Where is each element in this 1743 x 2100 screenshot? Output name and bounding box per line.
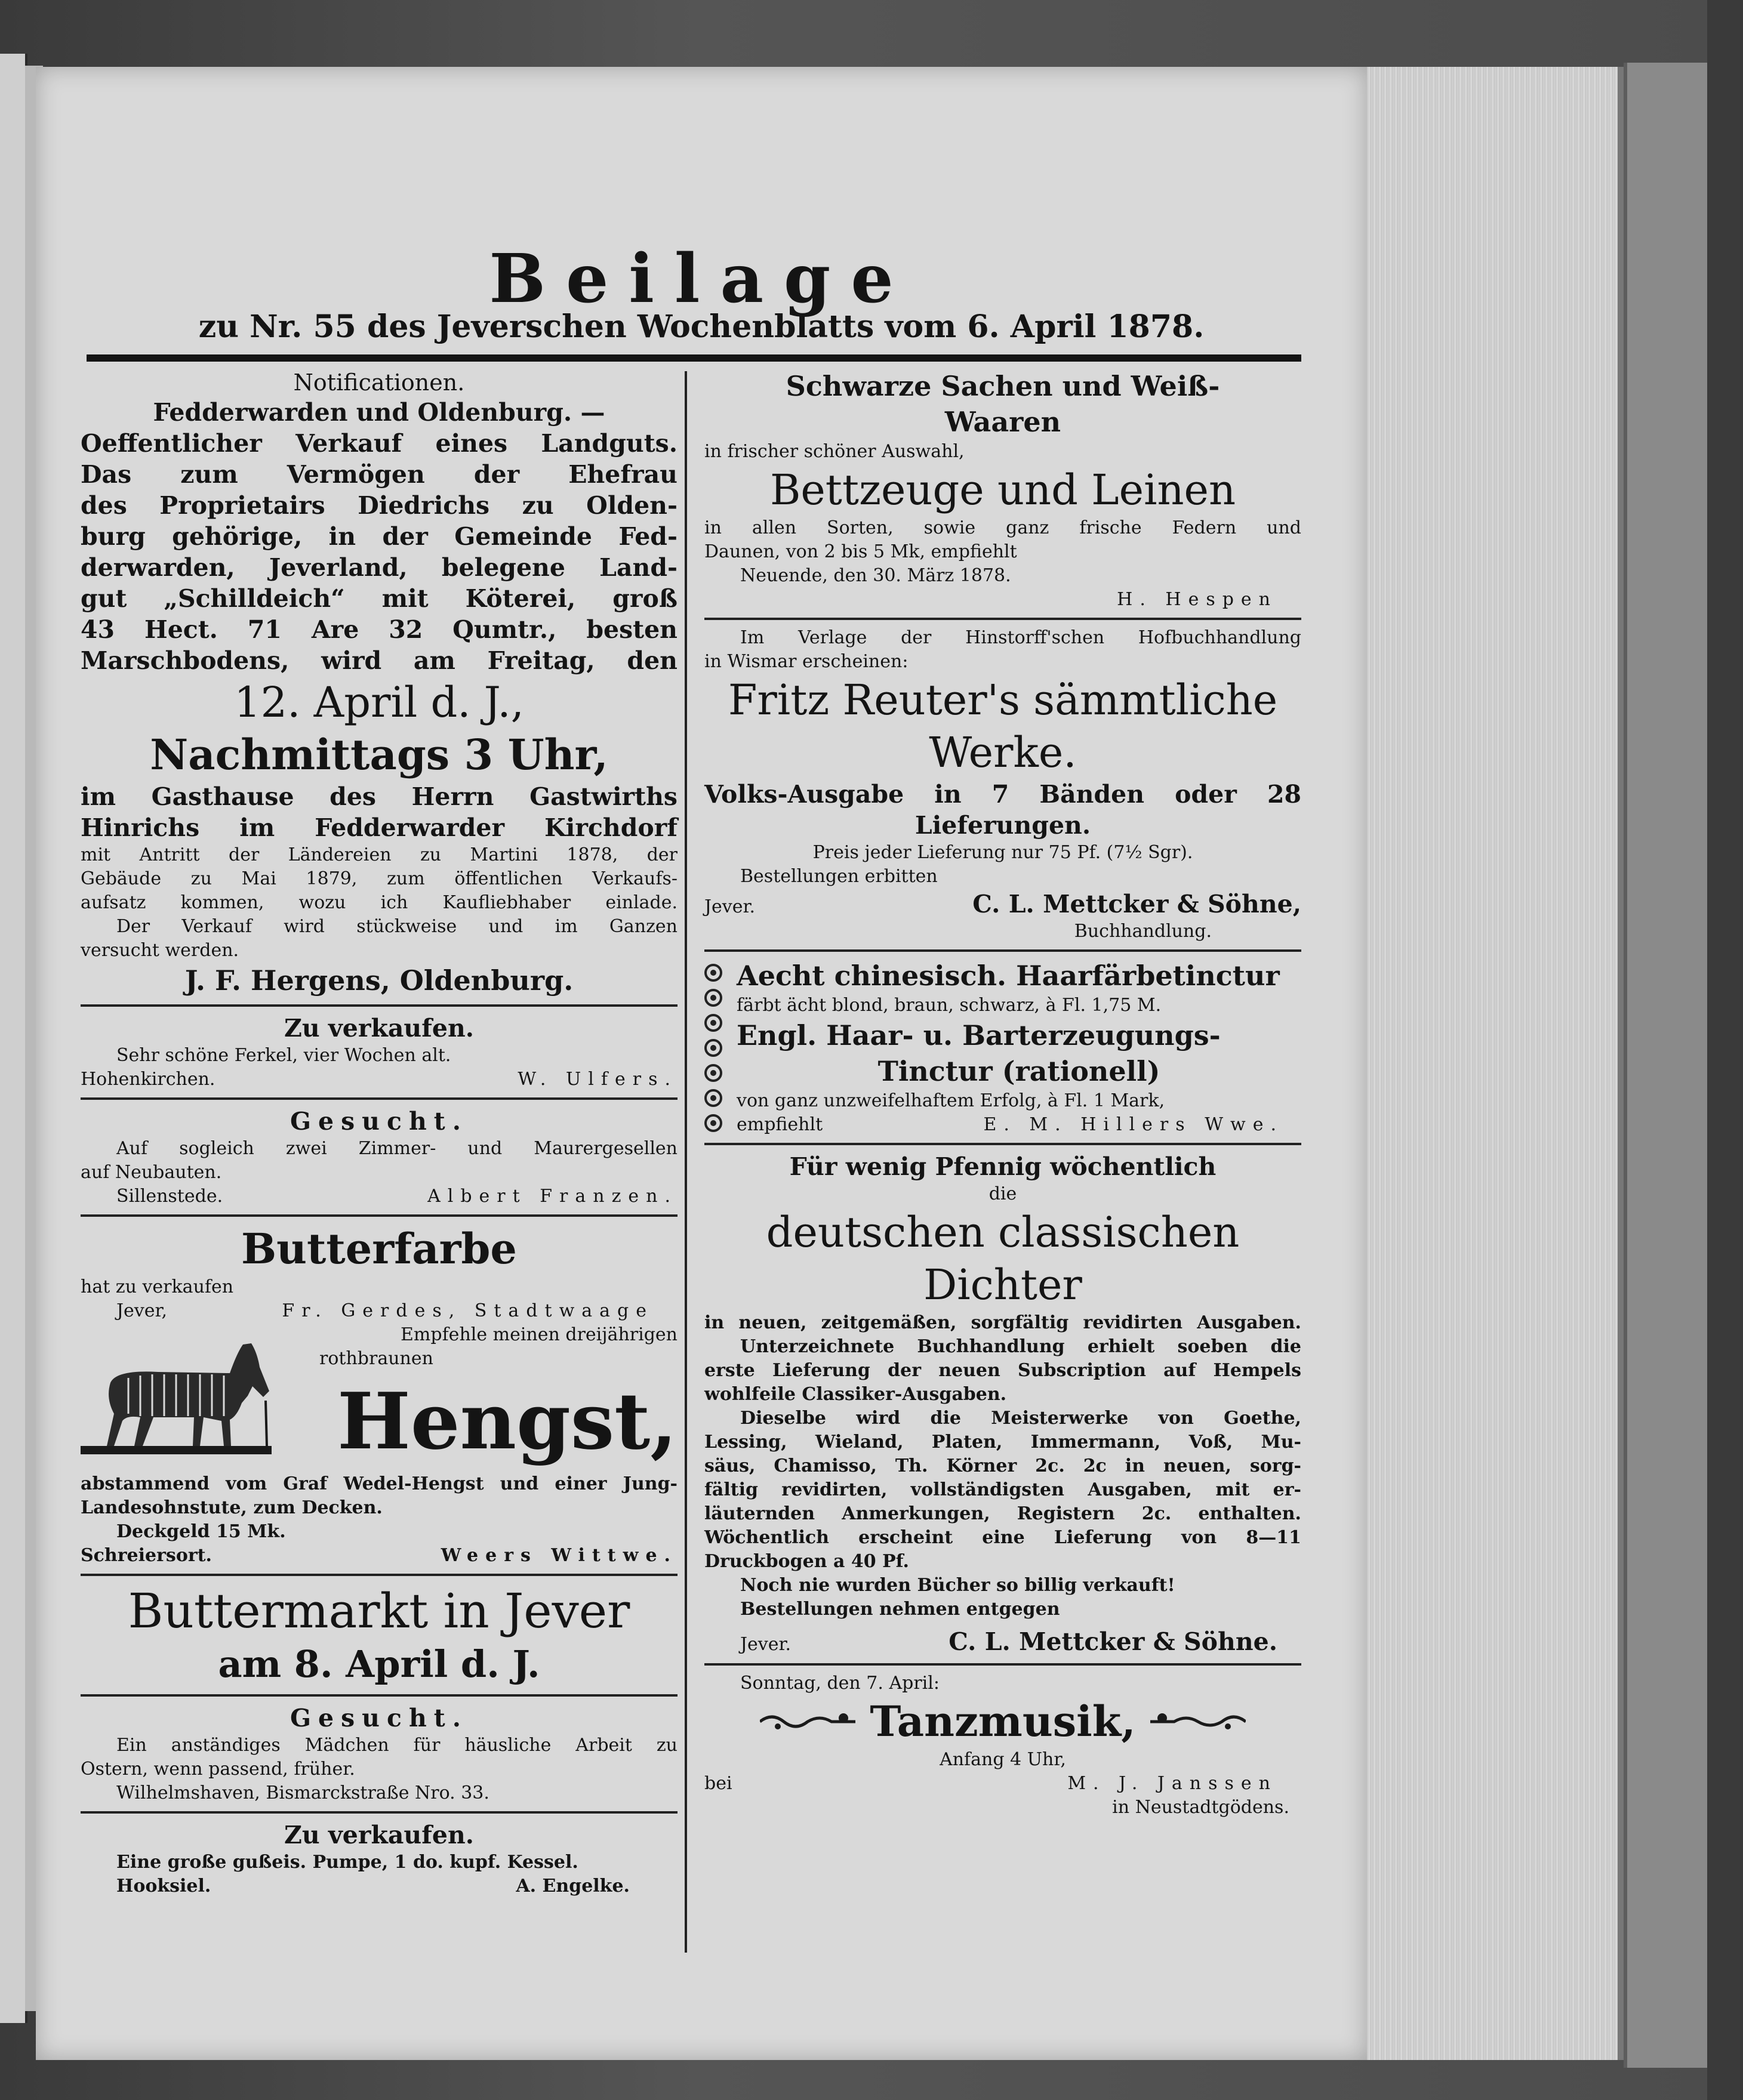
previous-page-edge: [0, 54, 27, 2023]
ad-separator: [704, 949, 1301, 952]
stallion-word: Hengst,: [337, 1376, 678, 1467]
book-title: Fritz Reuter's sämmtliche: [728, 676, 1278, 724]
ad-separator: [704, 1663, 1301, 1666]
ad-text: in allen Sorten, sowie ganz frische Federn und: [704, 517, 1301, 538]
ad-text: in frischer schöner Auswahl,: [704, 441, 965, 462]
ad-text: Lessing, Wieland, Platen, Immermann, Voß, Mu-: [704, 1432, 1301, 1453]
ad-text: Empfehle meinen dreijährigen: [401, 1324, 678, 1345]
dance-banner: [704, 1695, 1301, 1748]
ad-place: Hohenkirchen.: [81, 1069, 215, 1090]
bullet-icon: [704, 989, 722, 1007]
ad-text: Wilhelmshaven, Bismarckstraße Nro. 33.: [116, 1783, 489, 1803]
ad-piglets: [81, 1013, 678, 1091]
stallion-caption: [319, 1323, 678, 1371]
ad-separator: [704, 1143, 1301, 1145]
ad-reuter-works: [704, 626, 1301, 943]
signature: E. M. Hillers Wwe.: [983, 1114, 1283, 1135]
ad-text: in Wismar erscheinen:: [704, 651, 909, 672]
left-column: [81, 368, 678, 1898]
ad-place: Hooksiel.: [116, 1876, 211, 1897]
stallion-banner: [81, 1323, 678, 1472]
book-title: Werke.: [929, 728, 1077, 777]
ad-text: Ein anständiges Mädchen für häusliche Arbeit zu: [116, 1735, 678, 1756]
horse-illustration: [81, 1341, 319, 1460]
book-cover: [1624, 63, 1711, 2068]
ad-place: Jever.: [740, 1634, 792, 1655]
terms-line: Der Verkauf wird stückweise und im Ganzen: [116, 916, 678, 937]
ad-text: Unterzeichnete Buchhandlung erhielt soeben die: [740, 1336, 1301, 1357]
ad-separator: [704, 618, 1301, 620]
ad-separator: [81, 1004, 678, 1007]
ad-heading: Buttermarkt in Jever: [128, 1583, 630, 1639]
sale-date: 12. April d. J.,: [234, 678, 524, 727]
tincture-text: [728, 958, 1301, 1137]
place-date: Neuende, den 30. März 1878.: [740, 565, 1011, 586]
stud-fee: Deckgeld 15 Mk.: [116, 1521, 286, 1542]
ad-classics: [704, 1151, 1301, 1657]
masthead-subtitle: zu Nr. 55 des Jeverschen Wochenblatts vom 6. April 1878.: [198, 309, 1205, 345]
ad-text: Dieselbe wird die Meisterwerke von Goethe,: [740, 1408, 1301, 1429]
market-date: am 8. April d. J.: [218, 1642, 540, 1686]
ad-heading: Waaren: [944, 406, 1061, 438]
edition-line: Lieferungen.: [914, 811, 1091, 840]
price-line: Preis jeder Lieferung nur 75 Pf. (7½ Sgr).: [812, 842, 1193, 863]
signature: Albert Franzen.: [427, 1186, 678, 1207]
ad-text: die: [988, 1183, 1017, 1204]
ad-wanted-girl: [81, 1703, 678, 1805]
ad-text: Sehr schöne Ferkel, vier Wochen alt.: [116, 1045, 451, 1066]
signature: A. Engelke.: [516, 1876, 630, 1897]
ad-text: auf Neubauten.: [81, 1162, 222, 1183]
terms-line: versucht werden.: [81, 940, 239, 961]
ad-footer: [704, 1772, 1301, 1796]
ad-text: hat zu verkaufen: [81, 1276, 234, 1297]
bullet-icon: [704, 1114, 722, 1132]
ad-place: Jever.: [704, 896, 756, 917]
notifications-heading: Notificationen.: [293, 369, 465, 396]
ad-text: von ganz unzweifelhaftem Erfolg, à Fl. 1 Mark,: [737, 1090, 1165, 1111]
ad-heading: Zu verkaufen.: [284, 1821, 475, 1849]
ad-separator: [81, 1214, 678, 1217]
ad-separator: [81, 1097, 678, 1100]
ad-place: Jever,: [116, 1300, 168, 1321]
text-line: Oeffentlicher Verkauf eines Landguts.: [81, 429, 678, 458]
ad-footer: [704, 889, 1301, 920]
signature: M. J. Janssen: [1067, 1773, 1277, 1794]
bullet-icon: [704, 1089, 722, 1107]
signature: Fr. Gerdes, Stadtwaage: [282, 1300, 654, 1321]
terms-line: mit Antritt der Ländereien zu Martini 1878, der: [81, 844, 678, 865]
dance-heading: Tanzmusik,: [870, 1697, 1136, 1746]
dance-date: Sonntag, den 7. April:: [740, 1673, 940, 1694]
signature: J. F. Hergens, Oldenburg.: [184, 964, 574, 997]
bullet-icon: [704, 964, 722, 982]
terms-line: aufsatz kommen, wozu ich Kaufliebhaber einlade.: [81, 892, 678, 913]
ad-footer: [737, 1113, 1301, 1137]
text-line: derwarden, Jeverland, belegene Land-: [81, 553, 678, 582]
ad-heading: Schwarze Sachen und Weiß-: [786, 370, 1220, 402]
signature: Weers Wittwe.: [441, 1545, 678, 1566]
ad-butter-market: [81, 1582, 678, 1688]
ad-text: färbt ächt blond, braun, schwarz, à Fl. 1,75 M.: [737, 995, 1162, 1016]
ad-footer: [81, 1544, 678, 1568]
ad-place: Sillenstede.: [116, 1186, 223, 1207]
series-title: deutschen classischen Dichter: [766, 1208, 1240, 1309]
ad-heading: Zu verkaufen.: [284, 1014, 475, 1043]
text-line: des Proprietairs Diedrichs zu Olden-: [81, 491, 678, 520]
ad-text: abstammend vom Graf Wedel-Hengst und einer Jung-: [81, 1473, 678, 1494]
ad-text: fältig revidirten, vollständigsten Ausgaben, mit er-: [704, 1479, 1301, 1500]
dance-place: in Neustadtgödens.: [1112, 1797, 1289, 1818]
ad-text: wohlfeile Classiker-Ausgaben.: [704, 1384, 1007, 1405]
terms-line: Gebäude zu Mai 1879, zum öffentlichen Verkaufs-: [81, 868, 678, 889]
newspaper-page: [36, 67, 1367, 2060]
bullet-icon: [704, 1064, 722, 1082]
ad-text: Bestellungen nehmen entgegen: [740, 1599, 1060, 1620]
ad-pump: [81, 1820, 678, 1898]
bullet-icon: [704, 1039, 722, 1057]
ad-land-sale: [81, 368, 678, 998]
text-line: Marschbodens, wird am Freitag, den: [81, 646, 678, 675]
ad-separator: [81, 1574, 678, 1576]
text-line: burg gehörige, in der Gemeinde Fed-: [81, 522, 678, 551]
ad-text: bei: [704, 1773, 732, 1794]
ad-heading: Gesucht.: [290, 1704, 468, 1732]
bullet-icon: [704, 1014, 722, 1032]
column-divider: [685, 371, 687, 1953]
masthead-rule: [87, 354, 1301, 362]
venue-line: im Gasthause des Herrn Gastwirths: [81, 782, 678, 811]
text-line: 43 Hect. 71 Are 32 Qumtr., besten: [81, 615, 678, 644]
masthead-title: Beilage: [489, 240, 914, 318]
signature: C. L. Mettcker & Söhne.: [949, 1627, 1277, 1656]
ad-text: läuternden Anmerkungen, Registern 2c. enthalten.: [704, 1503, 1301, 1524]
ad-text: Im Verlage der Hinstorff'schen Hofbuchhandlung: [740, 627, 1301, 648]
ad-text: rothbraunen: [319, 1348, 433, 1369]
ornament-left-icon: [760, 1710, 855, 1734]
ad-heading: Gesucht.: [290, 1107, 468, 1136]
ad-text: säus, Chamisso, Th. Körner 2c. 2c in neuen, sorg-: [704, 1455, 1301, 1476]
signature: C. L. Mettcker & Söhne,: [972, 890, 1301, 918]
ad-text: Druckbogen a 40 Pf.: [704, 1551, 909, 1572]
ad-text: Wöchentlich erscheint eine Lieferung von 8—11: [704, 1527, 1301, 1548]
page-block-edges: [1355, 67, 1624, 2060]
ad-wanted-masons: [81, 1106, 678, 1208]
sale-time: Nachmittags 3 Uhr,: [150, 730, 608, 779]
text-line: gut „Schilldeich“ mit Köterei, groß: [81, 584, 678, 613]
product-heading: Engl. Haar- u. Barterzeugungs-: [737, 1019, 1221, 1051]
ad-heading: Für wenig Pfennig wöchentlich: [789, 1152, 1217, 1181]
ad-text: Bestellungen erbitten: [740, 866, 938, 887]
ad-footer: [81, 1068, 678, 1091]
ad-text: Daunen, von 2 bis 5 Mk, empfiehlt: [704, 541, 1017, 562]
ad-text: Auf sogleich zwei Zimmer- und Maurergesellen: [116, 1138, 678, 1159]
ad-stallion: [81, 1323, 678, 1568]
ornament-right-icon: [1150, 1710, 1246, 1734]
ad-text: erste Lieferung der neuen Subscription auf Hempels: [704, 1360, 1301, 1381]
ad-dance: [704, 1672, 1301, 1820]
place-line: Fedderwarden und Oldenburg. —: [153, 398, 605, 427]
dance-time: Anfang 4 Uhr,: [940, 1749, 1066, 1770]
text-line: Das zum Vermögen der Ehefrau: [81, 460, 678, 489]
edition-line: Volks-Ausgabe in 7 Bänden oder 28: [704, 780, 1301, 809]
ad-footer: [81, 1185, 678, 1208]
ad-butter-color: [81, 1223, 678, 1323]
signature: H. Hespen: [1117, 589, 1277, 610]
bullet-column: [704, 958, 728, 1137]
ad-footer: [704, 1626, 1301, 1657]
ad-footer: [81, 1299, 678, 1323]
ad-text: Ostern, wenn passend, früher.: [81, 1759, 355, 1780]
product-heading: Aecht chinesisch. Haarfärbetinctur: [737, 960, 1280, 992]
product-name: Bettzeuge und Leinen: [769, 465, 1236, 514]
ad-text: Noch nie wurden Bücher so billig verkauft!: [740, 1575, 1175, 1596]
ad-text: Landesohnstute, zum Decken.: [81, 1497, 383, 1518]
ad-linen: [704, 368, 1301, 612]
venue-line: Hinrichs im Fedderwarder Kirchdorf: [81, 813, 678, 842]
ad-heading: Butterfarbe: [241, 1224, 517, 1273]
signature-sub: Buchhandlung.: [1074, 921, 1212, 942]
cover-shadow: [1707, 0, 1743, 2100]
ad-text: empfiehlt: [737, 1114, 823, 1135]
ad-place: Schreiersort.: [81, 1545, 212, 1566]
product-heading: Tinctur (rationell): [877, 1055, 1160, 1087]
ad-text: in neuen, zeitgemäßen, sorgfältig revidirten Ausgaben.: [704, 1312, 1301, 1333]
ad-separator: [81, 1694, 678, 1697]
right-column: [704, 368, 1301, 1820]
ad-text: Eine große gußeis. Pumpe, 1 do. kupf. Kessel.: [116, 1852, 578, 1873]
ad-separator: [81, 1811, 678, 1814]
signature: W. Ulfers.: [518, 1069, 678, 1090]
ad-hair-tincture: [704, 958, 1301, 1137]
ad-footer: [81, 1874, 678, 1898]
